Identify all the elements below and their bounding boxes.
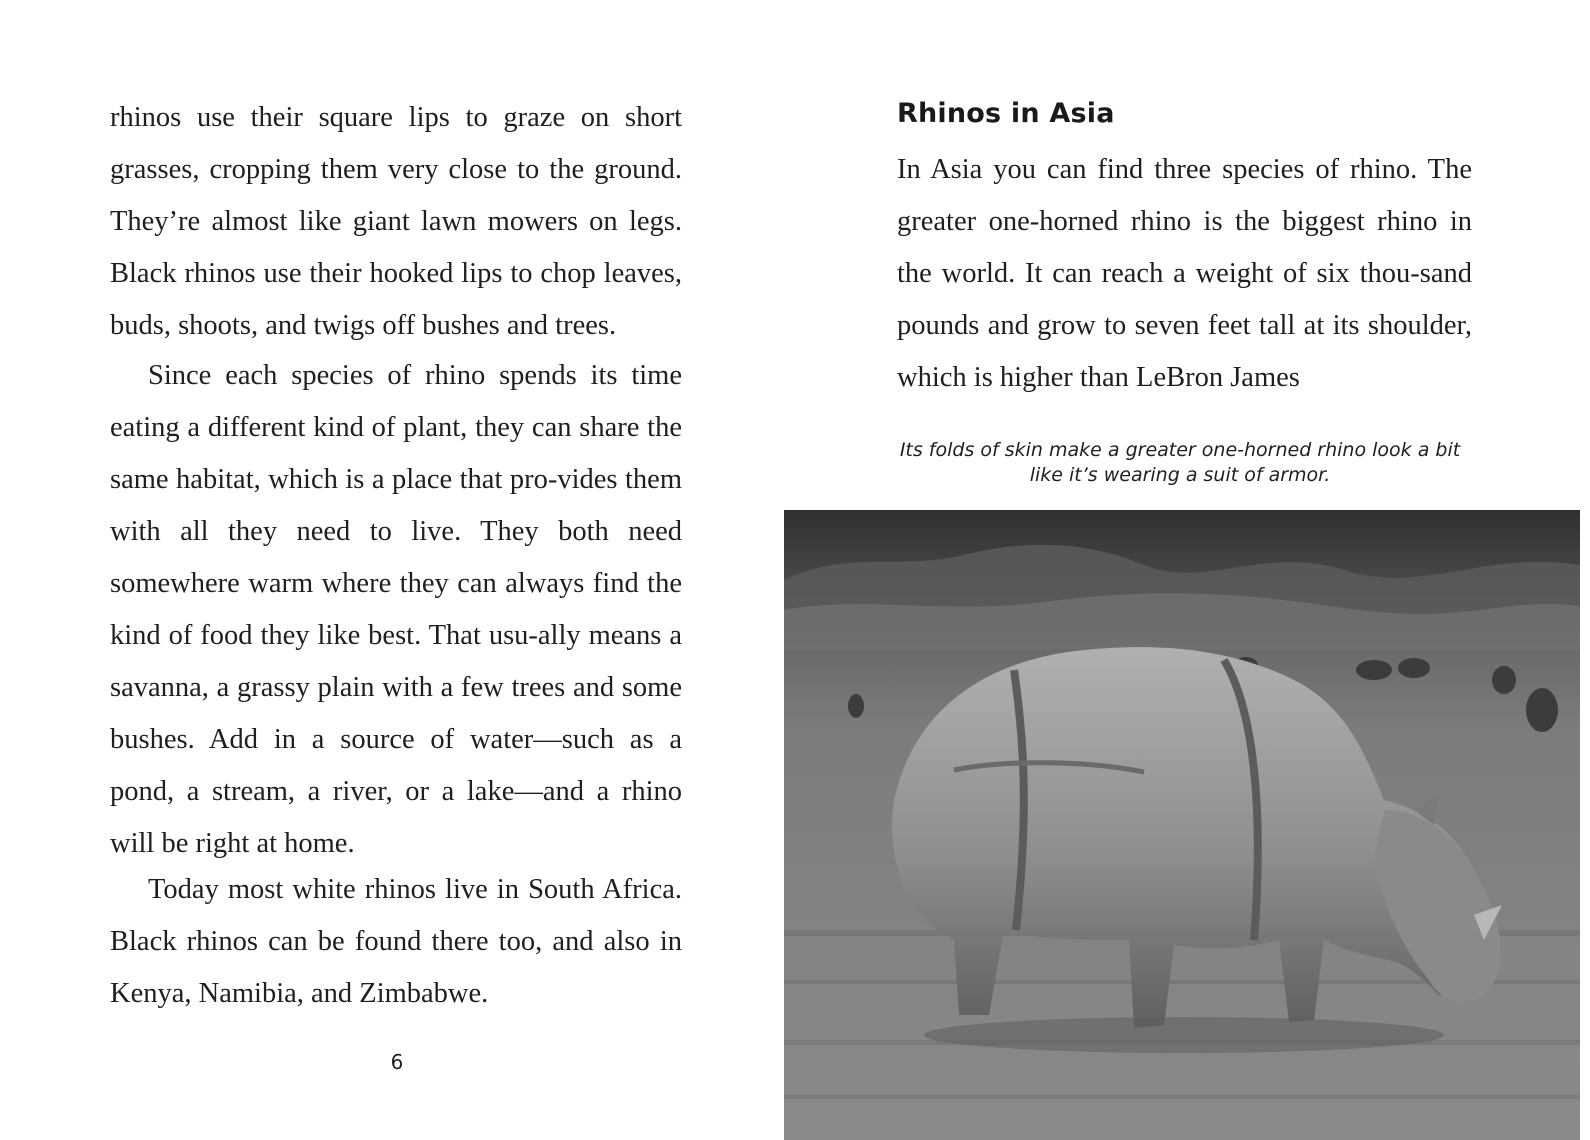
photo-caption: Its folds of skin make a greater one-horned rhino look a bit like it’s wearing a suit of armor. xyxy=(899,439,1461,486)
rhino-illustration xyxy=(784,510,1580,1140)
paragraph-habitat: Since each species of rhino spends its time eating a different kind of plant, they can share the same habitat, which is a place that pro-vides them with all they need to live. They both need somewhere warm where they can always find the kind of food they like best. That usu-ally means a savanna, a grassy plain with a few trees and some bushes. Add in a source of water—such as a pond, a stream, a river, or a lake—and a rhino will be right at home. xyxy=(110,360,682,859)
rhino-photo xyxy=(784,510,1580,1140)
paragraph-grazing: rhinos use their square lips to graze on short grasses, cropping them very close to the ground. They’re almost like giant lawn mowers on legs. Black rhinos use their hooked lips to chop leaves, buds, shoots, and twigs off bushes and trees. xyxy=(110,102,682,341)
paragraph-asia: In Asia you can find three species of rhino. The greater one-horned rhino is the biggest rhino in the world. It can reach a weight of six thou-sand pounds and grow to seven feet tall at its shoulder, which is higher than LeBron James xyxy=(897,154,1472,393)
section-heading: Rhinos in Asia xyxy=(897,98,1115,129)
left-page xyxy=(0,0,790,1140)
paragraph-range: Today most white rhinos live in South Africa. Black rhinos can be found there too, and also in Kenya, Namibia, and Zimbabwe. xyxy=(110,874,682,1009)
right-page xyxy=(790,0,1590,1140)
page-number: 6 xyxy=(390,1050,404,1074)
